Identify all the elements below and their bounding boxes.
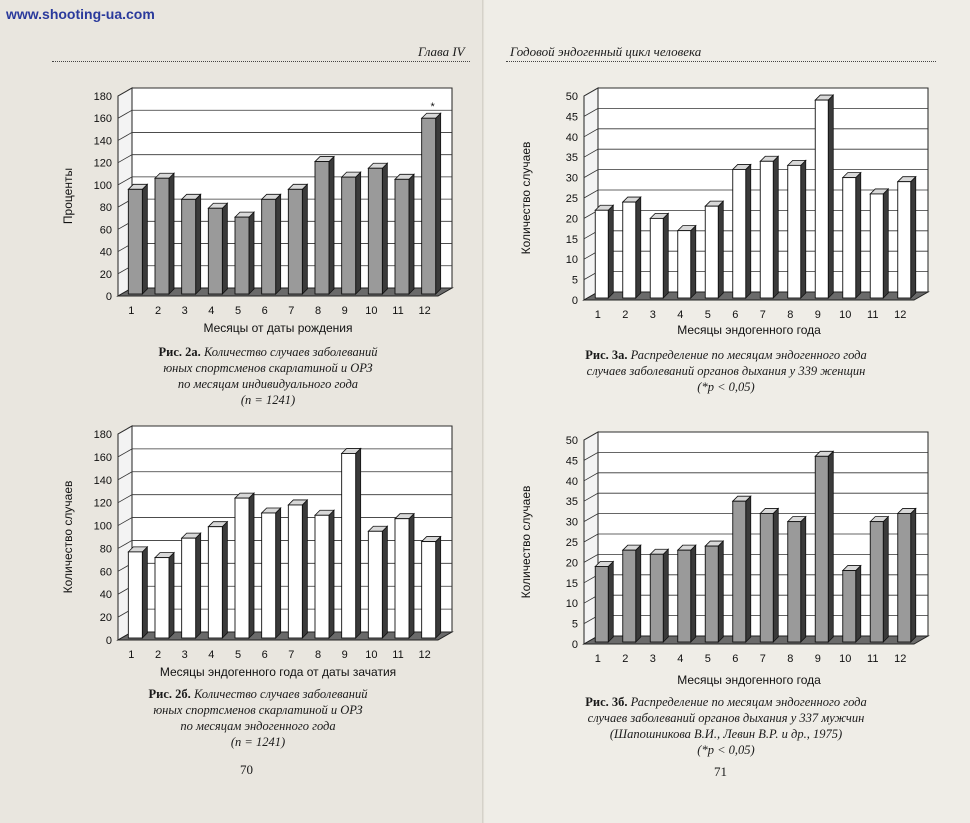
figure-3a-caption-line-2: случаев заболеваний органов дыхания у 339 женщин bbox=[586, 364, 866, 378]
fig2a-bar-side bbox=[436, 113, 441, 294]
fig3b-bar-side bbox=[856, 566, 861, 642]
fig3a-x-tick-label: 5 bbox=[704, 309, 711, 321]
fig2a-bar-side bbox=[169, 173, 174, 294]
fig3a-bar bbox=[705, 206, 718, 298]
fig3b-x-tick-label: 1 bbox=[594, 653, 601, 665]
fig2b-bar bbox=[155, 558, 169, 638]
fig2b-x-tick-label: 7 bbox=[288, 649, 295, 661]
fig2b-bar-side bbox=[302, 500, 307, 638]
fig2b-x-tick-label: 3 bbox=[181, 649, 188, 661]
header-rule bbox=[506, 61, 936, 62]
fig2a-y-tick-label: 160 bbox=[93, 113, 112, 126]
left-page bbox=[0, 0, 484, 823]
fig3a-bar-side bbox=[718, 201, 723, 298]
fig2b-bar-side bbox=[169, 553, 174, 638]
fig3a-y-tick-label: 50 bbox=[565, 91, 578, 103]
figure-2b-caption-line-4: (n = 1241) bbox=[230, 735, 286, 749]
fig3a-x-tick-label: 7 bbox=[759, 309, 766, 321]
fig2b-y-tick-label: 140 bbox=[93, 474, 112, 487]
fig2a-bar bbox=[395, 179, 409, 294]
fig2a-y-tick-label: 40 bbox=[99, 246, 112, 259]
header-rule bbox=[52, 61, 470, 62]
figure-2a-caption-line-3: по месяцам индивидуального года bbox=[177, 377, 359, 391]
fig2a-bar bbox=[368, 168, 382, 294]
chapter-header: Глава IV bbox=[418, 44, 465, 59]
fig2b-x-tick-label: 4 bbox=[208, 649, 215, 661]
figure-2a-svg bbox=[58, 80, 458, 340]
fig2a-bar bbox=[262, 199, 276, 294]
fig2a-y-tick-label: 140 bbox=[93, 135, 112, 148]
fig3b-bar bbox=[650, 554, 663, 642]
fig2a-x-tick-label: 6 bbox=[261, 305, 268, 317]
fig3b-bar-side bbox=[801, 517, 806, 642]
figure-3b-label: Рис. 3б. bbox=[585, 695, 628, 709]
fig2a-x-tick-label: 8 bbox=[314, 305, 322, 317]
figure-2a-caption-line-2: юных спортсменов скарлатиной и ОРЗ bbox=[163, 361, 373, 375]
fig3a-x-tick-label: 8 bbox=[787, 309, 794, 321]
page-number-left: 70 bbox=[240, 762, 253, 777]
fig3a-bar bbox=[843, 178, 856, 298]
fig2b-bar bbox=[395, 519, 409, 638]
fig2b-y-tick-label: 160 bbox=[93, 451, 112, 464]
fig2b-bar-side bbox=[249, 493, 254, 638]
figure-3b-caption-line-4: (*p < 0,05) bbox=[697, 743, 755, 757]
fig3b-bar-side bbox=[773, 508, 778, 642]
fig2a-y-axis-label: Проценты bbox=[61, 167, 75, 225]
fig2a-bar-side bbox=[302, 184, 307, 294]
fig3b-y-tick-label: 35 bbox=[565, 496, 578, 509]
fig3a-bar bbox=[898, 182, 911, 298]
fig2a-x-tick-label: 3 bbox=[181, 305, 188, 317]
fig3b-y-tick-label: 50 bbox=[565, 435, 578, 447]
fig3b-bar-side bbox=[883, 517, 888, 642]
fig2a-x-tick-label: 5 bbox=[234, 305, 242, 317]
fig2b-bar-side bbox=[196, 533, 201, 638]
fig2a-bar bbox=[235, 217, 249, 294]
fig3a-x-tick-label: 9 bbox=[814, 309, 821, 321]
fig2a-bar bbox=[342, 177, 356, 294]
fig3a-x-tick-label: 12 bbox=[894, 309, 907, 321]
fig2b-x-tick-label: 2 bbox=[154, 649, 162, 661]
fig3a-y-tick-label: 25 bbox=[565, 193, 578, 205]
fig3b-x-tick-label: 9 bbox=[814, 653, 821, 665]
fig2b-y-tick-label: 120 bbox=[93, 497, 112, 510]
fig2b-bar bbox=[262, 513, 276, 638]
fig2a-y-tick-label: 180 bbox=[93, 91, 112, 103]
fig3b-bar bbox=[843, 571, 856, 642]
fig2b-x-tick-label: 10 bbox=[365, 649, 378, 661]
fig2b-bar-side bbox=[356, 448, 361, 638]
figure-2a-caption-line-4: (n = 1241) bbox=[240, 393, 296, 407]
fig3a-x-tick-label: 10 bbox=[839, 309, 852, 321]
fig3b-bar bbox=[760, 513, 773, 642]
fig2b-x-tick-label: 1 bbox=[128, 649, 135, 661]
fig3a-bar-side bbox=[801, 160, 806, 298]
fig3a-bar-side bbox=[828, 95, 833, 298]
fig3a-x-tick-label: 11 bbox=[867, 309, 879, 321]
fig2a-y-tick-label: 120 bbox=[93, 157, 112, 170]
fig2b-x-tick-label: 8 bbox=[314, 649, 322, 661]
fig3a-x-tick-label: 3 bbox=[649, 309, 656, 321]
fig3b-bar bbox=[733, 501, 746, 642]
fig2a-bar-side bbox=[382, 163, 387, 294]
fig2a-bar-side bbox=[409, 174, 414, 294]
fig2a-x-tick-label: 10 bbox=[365, 305, 378, 317]
fig3b-x-tick-label: 5 bbox=[704, 653, 711, 665]
fig2b-x-tick-label: 12 bbox=[418, 649, 431, 661]
fig3b-bar bbox=[815, 456, 828, 642]
fig2a-bar-side bbox=[356, 172, 361, 294]
book-title-header: Годовой эндогенный цикл человека bbox=[510, 44, 702, 59]
fig3b-x-tick-label: 7 bbox=[759, 653, 766, 665]
fig2b-bar bbox=[315, 515, 329, 638]
fig2a-bar bbox=[315, 162, 329, 294]
fig3b-bar-side bbox=[663, 549, 668, 642]
fig2a-bar-side bbox=[142, 184, 147, 294]
fig3a-y-tick-label: 5 bbox=[571, 274, 578, 287]
fig2a-bar-side bbox=[222, 203, 227, 294]
fig3b-x-tick-label: 2 bbox=[622, 653, 629, 665]
fig3b-bar bbox=[678, 550, 691, 642]
fig3a-bar bbox=[595, 210, 608, 298]
fig2b-bar-side bbox=[276, 508, 281, 638]
fig3b-bar-side bbox=[828, 451, 833, 642]
figure-2a-label: Рис. 2а. bbox=[158, 345, 201, 359]
fig2b-bar bbox=[422, 542, 436, 638]
fig2b-y-tick-label: 0 bbox=[105, 635, 112, 647]
fig3a-bar bbox=[623, 202, 636, 298]
fig3b-y-tick-label: 10 bbox=[565, 598, 578, 611]
fig3a-bar bbox=[815, 100, 828, 298]
figure-3a-caption bbox=[546, 347, 906, 395]
fig3b-y-tick-label: 20 bbox=[565, 557, 578, 570]
fig2b-y-tick-label: 40 bbox=[99, 589, 112, 602]
fig2b-x-tick-label: 5 bbox=[234, 649, 242, 661]
fig2a-bar bbox=[128, 189, 142, 294]
figure-2a-caption-line-1: Количество случаев заболеваний bbox=[203, 345, 378, 359]
fig2a-significance-marker: * bbox=[430, 101, 435, 114]
figure-2b-caption bbox=[108, 686, 408, 750]
fig3b-y-tick-label: 30 bbox=[565, 516, 578, 529]
fig3a-y-tick-label: 10 bbox=[565, 254, 578, 267]
figure-3a-label: Рис. 3а. bbox=[585, 348, 628, 362]
fig3a-x-tick-label: 2 bbox=[622, 309, 629, 321]
fig2b-bar bbox=[368, 531, 382, 638]
figure-3b-caption-line-1: Распределение по месяцам эндогенного года bbox=[630, 695, 867, 709]
fig3a-bar bbox=[678, 231, 691, 298]
fig3a-bar-side bbox=[883, 189, 888, 298]
fig3b-x-tick-label: 8 bbox=[787, 653, 794, 665]
fig3b-x-tick-label: 4 bbox=[677, 653, 684, 665]
fig3a-bar bbox=[760, 161, 773, 298]
fig3b-x-tick-label: 3 bbox=[649, 653, 656, 665]
figure-3b-chart bbox=[516, 412, 936, 690]
fig2a-bar-side bbox=[329, 157, 334, 294]
fig3a-bar bbox=[733, 169, 746, 298]
fig3b-x-tick-label: 11 bbox=[867, 653, 879, 665]
fig3a-x-axis-label: Месяцы эндогенного года bbox=[677, 323, 821, 337]
fig3a-y-tick-label: 30 bbox=[565, 172, 578, 185]
fig3a-bar bbox=[870, 194, 883, 298]
fig2a-bar bbox=[155, 178, 169, 294]
right-page bbox=[486, 0, 970, 823]
fig2b-y-tick-label: 180 bbox=[93, 429, 112, 441]
fig2b-y-tick-label: 100 bbox=[93, 520, 112, 533]
figure-2b-chart bbox=[58, 418, 458, 680]
fig3b-x-axis-label: Месяцы эндогенного года bbox=[677, 673, 821, 687]
fig2b-bar bbox=[208, 527, 222, 638]
fig3b-bar bbox=[595, 566, 608, 642]
fig3a-bar-side bbox=[746, 164, 751, 298]
fig2b-bar-side bbox=[142, 547, 147, 638]
fig3b-bar bbox=[705, 546, 718, 642]
figure-2b-caption-line-2: юных спортсменов скарлатиной и ОРЗ bbox=[153, 703, 363, 717]
fig2a-bar-side bbox=[276, 194, 281, 294]
fig2b-bar-side bbox=[329, 510, 334, 638]
fig3b-bar-side bbox=[746, 496, 751, 642]
fig3a-y-tick-label: 40 bbox=[565, 131, 578, 144]
fig2b-x-axis-label: Месяцы эндогенного года от даты зачатия bbox=[159, 665, 397, 679]
fig2b-bar-side bbox=[436, 537, 441, 638]
fig3a-bar bbox=[788, 165, 801, 298]
fig3a-bar-side bbox=[691, 226, 696, 298]
fig3b-bar-side bbox=[718, 541, 723, 642]
fig2b-bar bbox=[128, 552, 142, 638]
fig2b-bar bbox=[235, 498, 249, 638]
fig2a-bar bbox=[422, 118, 436, 294]
fig2b-bar bbox=[288, 505, 302, 638]
fig3a-x-tick-label: 6 bbox=[732, 309, 739, 321]
fig2b-bar bbox=[182, 538, 196, 638]
fig3b-x-tick-label: 6 bbox=[732, 653, 739, 665]
figure-3b-svg bbox=[516, 412, 936, 690]
fig3b-bar bbox=[898, 513, 911, 642]
fig2a-bar-side bbox=[249, 212, 254, 294]
fig3a-bar bbox=[650, 218, 663, 298]
fig3a-y-tick-label: 0 bbox=[571, 295, 578, 307]
fig3b-y-tick-label: 0 bbox=[571, 639, 578, 651]
fig3a-bar-side bbox=[911, 177, 916, 298]
fig3a-x-tick-label: 4 bbox=[677, 309, 684, 321]
fig2b-y-tick-label: 20 bbox=[99, 612, 112, 625]
fig2b-bar-side bbox=[222, 522, 227, 638]
figure-2a-chart bbox=[58, 80, 458, 340]
figure-3a-caption-line-3: (*p < 0,05) bbox=[697, 380, 755, 394]
fig3a-bar-side bbox=[663, 213, 668, 298]
fig2b-bar bbox=[342, 453, 356, 638]
fig2a-bar bbox=[182, 199, 196, 294]
fig3a-x-tick-label: 1 bbox=[594, 309, 601, 321]
fig3b-bar-side bbox=[911, 508, 916, 642]
fig2a-bar bbox=[208, 208, 222, 294]
page-number-right: 71 bbox=[714, 764, 727, 779]
fig2b-x-tick-label: 6 bbox=[261, 649, 268, 661]
fig3b-x-tick-label: 12 bbox=[894, 653, 907, 665]
fig2a-x-tick-label: 7 bbox=[288, 305, 295, 317]
figure-2b-caption-line-1: Количество случаев заболеваний bbox=[193, 687, 368, 701]
fig3a-y-tick-label: 15 bbox=[565, 233, 578, 246]
fig3a-bar-side bbox=[608, 205, 613, 298]
fig2a-bar-side bbox=[196, 194, 201, 294]
fig3b-y-tick-label: 5 bbox=[571, 618, 578, 631]
fig3a-bar-side bbox=[636, 197, 641, 298]
fig2a-y-tick-label: 60 bbox=[99, 224, 112, 237]
fig3b-bar-side bbox=[608, 561, 613, 642]
fig3b-y-axis-label: Количество случаев bbox=[519, 485, 533, 599]
fig2b-bar-side bbox=[409, 514, 414, 638]
figure-3b-caption-line-2: случаев заболеваний органов дыхания у 337 мужчин bbox=[587, 711, 865, 725]
fig3a-y-tick-label: 45 bbox=[565, 111, 578, 124]
fig2b-x-tick-label: 9 bbox=[341, 649, 348, 661]
fig2a-x-tick-label: 9 bbox=[341, 305, 348, 317]
fig3b-y-tick-label: 40 bbox=[565, 475, 578, 488]
watermark: www.shooting-ua.com bbox=[6, 6, 155, 22]
fig2b-y-tick-label: 80 bbox=[99, 543, 112, 556]
fig2a-bar bbox=[288, 189, 302, 294]
fig3b-y-tick-label: 45 bbox=[565, 455, 578, 468]
fig2a-y-tick-label: 20 bbox=[99, 268, 112, 281]
fig2a-y-tick-label: 100 bbox=[93, 179, 112, 192]
fig2a-x-axis-label: Месяцы от даты рождения bbox=[203, 321, 353, 335]
fig2a-x-tick-label: 11 bbox=[392, 305, 404, 317]
figure-3b-caption bbox=[546, 694, 906, 758]
fig2a-x-tick-label: 4 bbox=[208, 305, 215, 317]
fig2b-x-tick-label: 11 bbox=[392, 649, 404, 661]
fig3b-y-tick-label: 25 bbox=[565, 537, 578, 549]
fig3b-bar bbox=[870, 522, 883, 642]
fig2a-y-tick-label: 80 bbox=[99, 202, 112, 215]
fig2a-x-tick-label: 12 bbox=[418, 305, 431, 317]
fig2a-x-tick-label: 1 bbox=[128, 305, 135, 317]
figure-2b-label: Рис. 2б. bbox=[148, 687, 191, 701]
fig3a-bar-side bbox=[856, 173, 861, 298]
fig3a-y-tick-label: 35 bbox=[565, 152, 578, 165]
fig2a-x-tick-label: 2 bbox=[154, 305, 162, 317]
fig3b-bar bbox=[788, 522, 801, 642]
figure-3a-svg bbox=[516, 82, 936, 340]
fig2b-y-axis-label: Количество случаев bbox=[61, 480, 75, 594]
figure-3a-chart bbox=[516, 82, 936, 340]
figure-2b-svg bbox=[58, 418, 458, 680]
fig2b-bar-side bbox=[382, 526, 387, 638]
fig3b-x-tick-label: 10 bbox=[839, 653, 852, 665]
fig3b-bar bbox=[623, 550, 636, 642]
fig3b-bar-side bbox=[691, 545, 696, 642]
figure-2b-caption-line-3: по месяцам эндогенного года bbox=[180, 719, 336, 733]
fig3a-y-axis-label: Количество случаев bbox=[519, 141, 533, 255]
fig3b-bar-side bbox=[636, 545, 641, 642]
fig2b-y-tick-label: 60 bbox=[99, 566, 112, 579]
figure-3a-caption-line-1: Распределение по месяцам эндогенного года bbox=[630, 348, 867, 362]
figure-2a-caption bbox=[118, 344, 418, 408]
fig2a-y-tick-label: 0 bbox=[105, 291, 112, 303]
fig3a-bar-side bbox=[773, 156, 778, 298]
fig3a-y-tick-label: 20 bbox=[565, 213, 578, 226]
figure-3b-caption-line-3: (Шапошникова В.И., Левин В.Р. и др., 1975) bbox=[609, 727, 843, 741]
fig3b-y-tick-label: 15 bbox=[565, 577, 578, 590]
